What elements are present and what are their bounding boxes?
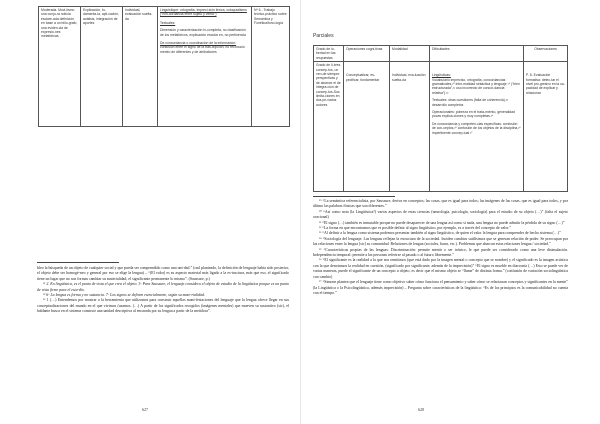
table-row — [314, 62, 568, 192]
table-cell-difficulties — [158, 7, 252, 127]
footnotes — [313, 199, 568, 296]
column-header: Operaciones cogni-tivas — [344, 46, 390, 62]
table-cell — [524, 62, 568, 192]
column-header: Modalidad — [390, 46, 430, 62]
footnote: ²³ “Al definir a la lengua como sistema podemos presentar también al signo lingüístico, de quien el valor la lengua para comprender de hecho sistema (…)” — [319, 231, 561, 236]
table-cell-difficulties — [430, 62, 524, 192]
table-cell: Nº 6 - Trabajo teórico-práctico sobre Semántica y Fonética/fono-logía — [252, 7, 290, 127]
page-number: 628 — [418, 407, 424, 412]
footnote: ²³ 1 (…) Entendemos por mostrar a la herramienta que utilizamos para construir aquellas mani-festaciones del lenguaje que la lengua ofrece llegar en sus conceptualizaciones del mundo en el que vivimos (usamos. (…) A partir de los significados recogidos (imágenes mentales) que mueven su sustantivo (sic), el hablante busca en el sistema construir una unidad descriptiva al encarada por su lengua a partir de la metáfora”. — [37, 298, 289, 314]
footnote: ²⁷ “Simone plantea que el lenguaje tiene como objetivo saber cómo funciona el pensamiento y saber cómo se relacionan conceptos y significantes en la mente” (la Lingüística o la Psicolingüística, además imprecisión) – Pregunta sobre características de la lingüística: “Es de los principios es la comunicabilidad no cuenta con el tiempo.” — [313, 280, 568, 295]
table-header-row — [314, 46, 568, 62]
footnote: ²¹ 2. En lingüística, es el punto de vista el que crea el objeto. 3- Para Saussure, el lenguaje considera el objeto de estudio de la lingüística porque es un punto de vista firme para el estu-dio. — [37, 282, 289, 292]
footnote: ²¹ “El signo (…) también es inmutable porque no puede desaparecer de una lengua así como si nada, una lengua no puede admitir la pérdida de su signo (…)” — [319, 220, 565, 225]
cell-text: Lingüísticas: — [432, 73, 451, 78]
cell-text: Textuales: — [160, 20, 176, 25]
cell-text: Vocabulario impreciso, ortografía, concordancias gramaticales,²⁰ infor-malidad sintáctica y lenguaje ¹⁹ (“bien estructurada”,²¹ uso incorrecto de concor-dancia relativa”).²² — [432, 77, 520, 95]
footnote: ²⁵ “Características propias de las lenguas: Discriminación: permite mentir o ser irónico, le que puede ser considerado como una leve disimulación. Independencia temporal: permite a las personas referirse al pasado o al futuro libremente.” — [313, 247, 568, 258]
footnote: ²⁴ “Sociología del lenguaje. Las lenguas reflejan la estructura de la sociedad. Inciden cambios sutilísimos que se generan relación de poder. Se preocupan por las relaciones entre la lengua [sic] su comunidad. Relaciones de lengua (sociales, barra, etc.). Problemas que abarcan estas relaciones lengua / sociedad.” — [313, 236, 568, 247]
table-cell: Grado de li-bres concep-tos, un ven-de siempre perspectivas y de alcance el de integra-ción de concep-tos-Sus limita-ciones en dos pri-vados autores — [314, 62, 344, 192]
page-number: 627 — [142, 407, 148, 412]
table-cell: Explicación, fu-damenta-la, apli-cación, análisis, integración de aportes — [81, 7, 123, 127]
column-header: Dificultades — [430, 46, 524, 62]
cell-text: P. 5- Evaluación formativa: detec-tar el nivel pro-gresivo en la ca-pacidad de explicar y relacionar — [526, 73, 565, 95]
footnote: ²⁶ “El significante es la realidad a la que nos remitimos (que está dado por la imagen mental o concepto que se nombre) y el significado es la imagen acústica con la que denotamos la realidad en cuestión, (significado por significante, además de la imprecisión)” “El signo es mueble en diacronía (…) Esto se puede ver de varias maneras, puede el significante de un concepto u objeto, es decir que el mismo objeto se “llame” de distinta forma.” (confusión de variación sociolingüística con cambio) — [313, 258, 568, 279]
footnote: ²² 6- La lengua es forma y no sustancia. 7- Los signos se definen esencialmente, según su mate-rialidad. — [43, 293, 206, 298]
cell-text: Dimensión y caracterización in-completa, no clasificación de los metafóricos, explicación escolar en, no pertinencia — [160, 28, 246, 37]
table-cell — [344, 62, 390, 192]
footnote: ¹⁹ “La semántica referencialista, por Saussure, deriva en conceptos; las cosas, que es igual para todos; las imágenes de las cosas, que es igual para todos, y por último las palabras fónicas que son diferentes.” — [313, 199, 568, 209]
cell-text: Textuales: otras cuestiones (falta de coherencia),²³ desarrollo completos — [432, 98, 508, 107]
cell-text: Individual, eva-luación suelta-da — [392, 73, 426, 82]
footnote: bleo la búsqueda de un objeto de cualquier social y que pueda ser comprendido como una uni-dad.” (rasl planteado, la definición de lenguaje había sido posterior, el objeto debe ser homogé-neo y general por eso se elige la lengua) – “(El valor) es su aspecto material más ligado a la es-tructura, más que eso, el significado tiene un lugar que no son formas cambiar su materialidad, el significante permanente lo mismo”. (Saussure, p.) — [37, 266, 289, 281]
footnotes — [37, 266, 289, 315]
footnote: ²⁰ “Así como nota (la Lingüística?) varios aspectos de estas ciencias (neurología, psicología, sociología) para el estudio de su objeto (…)” (falta el sujeto oracional) — [313, 209, 568, 220]
cell-text: Conceptualizar, es-pecificar, fundamentar — [346, 73, 380, 82]
cell-text: Operacionales: pobreza en el trata-miento, generalidad pocas explica-ciones y muy completas.²⁴ — [432, 110, 515, 119]
criteria-table — [313, 45, 568, 192]
cell-text: De concordancia o coordinación de la información: — [160, 41, 237, 46]
footnote: ²² “La forma en que encontramos que es posible definir al signo lingüístico, por ejemplo, es a través del concepto de valor.” — [319, 226, 512, 231]
table-row — [39, 7, 290, 127]
cell-text: confusión entre el signo de la tras-cripción, no reconoció mentío de diferentes y de atributiones — [160, 45, 245, 54]
criteria-table-continued — [38, 6, 290, 127]
footnote-rule — [37, 262, 119, 263]
table-cell: Moderada. Movi-lismo una conju-ra noticia esclare-ada definición en base a un bilio-grafo, una eviden-cia de expresio-nes metafóricas — [39, 7, 81, 127]
column-header: Observaciones — [524, 46, 568, 62]
table-cell: Individual, evaluación suelta-da — [123, 7, 158, 127]
cell-text: Linguistique: ortografía- impreci-sión léxica, coloquialismo (“con-cordancia entre sujeto y verbo”) — [160, 8, 247, 17]
section-title: Parciales — [313, 33, 334, 39]
column-header: Grado de lo-bertad en las respuestas — [314, 46, 344, 62]
footnote-rule — [313, 196, 395, 197]
cell-text: De concordancia y competen-cias específicas: confusión de con-ceptos,²⁵ confusión de los objetos de la disciplina,²⁶ impertinente concep-tual.²⁷ — [432, 121, 521, 135]
table-cell — [390, 62, 430, 192]
